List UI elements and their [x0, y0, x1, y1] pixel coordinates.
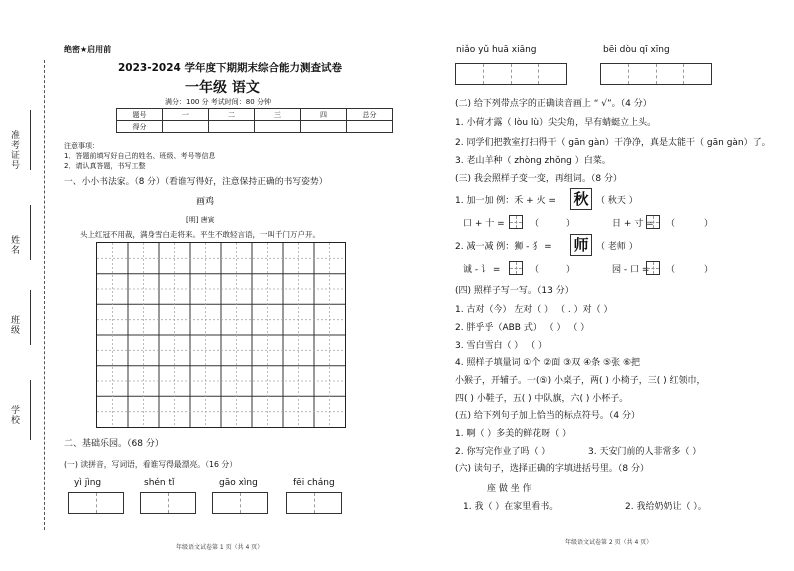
exam-meta: 满分：100 分 考试时间：80 分钟	[165, 98, 271, 106]
fold-line	[44, 60, 45, 530]
question-2-item[interactable]: 3. 老山羊种（ zhòng zhǒng ）白菜。	[455, 156, 611, 166]
page-footer-left: 年级语文试卷第 1 页（共 4 页）	[176, 544, 264, 551]
pinyin-prompt: shén tǐ	[144, 478, 175, 488]
binding-label-name: 姓名	[9, 235, 19, 255]
question-5-item[interactable]: 1. 啊（ ）多美的鲜花呀（ ）	[455, 429, 572, 439]
binding-label-exam-number: 准考证号	[9, 130, 19, 170]
binding-label-class: 班级	[9, 315, 19, 335]
bracket-close: ）	[704, 219, 714, 229]
bracket-close: ）	[566, 219, 576, 229]
answer-box[interactable]	[286, 492, 342, 514]
note-item: 1．答题前填写好自己的姓名、班级、考号等信息	[64, 152, 216, 160]
question-4-heading: (四) 照样子写一写。（13 分）	[455, 286, 574, 296]
notes-title: 注意事项：	[64, 142, 99, 150]
char-answer-box[interactable]	[509, 261, 523, 275]
score-header-cell: 三	[255, 109, 301, 121]
writing-grid-lines	[97, 243, 345, 427]
bracket-close: ）	[704, 265, 714, 275]
question-5-heading: (五) 给下列句子加上恰当的标点符号。（4 分）	[455, 411, 640, 421]
exam-number-field[interactable]	[30, 110, 31, 170]
score-header-cell: 总分	[347, 109, 393, 121]
secret-mark: 绝密★启用前	[64, 45, 112, 54]
score-cell[interactable]	[347, 121, 393, 133]
question-1-heading: (一) 读拼音，写词语，看谁写得最漂亮。（16 分）	[64, 460, 237, 469]
section-1-heading: 一、小小书法家。（8 分）（看谁写得好，注意保持正确的书写姿势）	[64, 177, 328, 187]
subtract-prompt: 园 - 口 =	[612, 265, 650, 275]
pinyin-prompt: yì jìng	[74, 478, 102, 488]
page-footer-right: 年级语文试卷第 2 页（共 4 页）	[565, 539, 653, 546]
question-6-heading: (六) 读句子，选择正确的字填进括号里。（8 分）	[455, 464, 649, 474]
add-prompt: 日 + 寸 =	[612, 219, 654, 229]
measure-word-line[interactable]: 小猴子，开辅子。一(⑤) 小桌子，两( ) 小椅子，三( ) 红领巾，	[455, 376, 706, 386]
score-header-cell: 一	[163, 109, 209, 121]
question-4-item[interactable]: 3. 雪白雪白（ ） （ ）	[455, 341, 548, 351]
school-field[interactable]	[30, 380, 31, 440]
add-prompt: 口 + 十 =	[463, 219, 505, 229]
answer-box[interactable]	[140, 492, 196, 514]
bracket-open: （	[530, 265, 540, 275]
score-header-cell: 二	[209, 109, 255, 121]
question-5-item[interactable]: 2. 你写完作业了吗（ ）	[455, 447, 551, 457]
score-header-cell: 题号	[117, 109, 163, 121]
name-field[interactable]	[30, 205, 31, 260]
answer-box[interactable]	[455, 63, 567, 85]
subtract-prompt: 诚 - 讠 =	[463, 265, 501, 275]
question-4-item[interactable]: 1. 古对（今） 左对（ ） （ . ）对（ ）	[455, 305, 613, 315]
char-answer-box[interactable]	[509, 215, 523, 229]
score-header-cell: 四	[301, 109, 347, 121]
score-table	[116, 108, 393, 133]
measure-word-heading: 4. 照样子填量词 ①个 ②面 ③双 ④条 ⑤张 ⑥把	[455, 358, 641, 368]
example-subtract-label: 2. 减一减 例：狮 - 犭 =	[455, 242, 552, 252]
pinyin-prompt: fēi cháng	[293, 478, 335, 488]
score-cell[interactable]	[255, 121, 301, 133]
bracket-open: （	[530, 219, 540, 229]
question-2-item[interactable]: 1. 小荷才露（ lòu lù）尖尖角，早有蜻蜓立上头。	[455, 118, 657, 128]
bracket-close: ）	[566, 265, 576, 275]
pinyin-prompt: niǎo yǔ huā xiāng	[456, 45, 537, 55]
answer-box[interactable]	[212, 492, 268, 514]
char-answer-box[interactable]	[646, 215, 660, 229]
score-cell[interactable]	[209, 121, 255, 133]
example-word: （ 秋天 ）	[596, 196, 638, 206]
pinyin-prompt: bēi dòu qī xīng	[603, 45, 670, 55]
poem-title: 画鸡	[196, 197, 215, 207]
class-field[interactable]	[30, 290, 31, 345]
question-2-heading: (二) 给下列带点字的正确读音画上 “ √”。（4 分）	[455, 99, 652, 109]
section-2-heading: 二、基础乐园。（68 分）	[64, 439, 164, 449]
example-char-box: 师	[570, 234, 592, 256]
example-add-label: 1. 加一加 例：禾 + 火 =	[455, 196, 556, 206]
subject-title: 一年级 语文	[185, 80, 260, 96]
binding-label-school: 学校	[9, 405, 19, 425]
answer-box[interactable]	[600, 63, 712, 85]
example-char-box: 秋	[570, 188, 592, 210]
question-4-item[interactable]: 2. 胖乎乎（ABB 式） （ ） （ ）	[455, 323, 590, 333]
question-3-heading: (三) 我会照样子变一变，再组词。（8 分）	[455, 174, 622, 184]
question-5-item[interactable]: 3. 天安门前的人非常多（ ）	[588, 447, 702, 457]
bracket-open: （	[666, 265, 676, 275]
binding-margin	[0, 0, 58, 571]
poem-author: [明] 唐寅	[186, 216, 215, 224]
example-word: （ 老师 ）	[596, 242, 638, 252]
score-cell[interactable]	[163, 121, 209, 133]
writing-grid[interactable]	[96, 242, 346, 428]
word-choices: 座 做 坐 作	[487, 484, 532, 494]
question-2-item[interactable]: 2. 同学们把教室打扫得干（ gān gàn）干净净，真是太能干（ gān gàn）了。	[455, 138, 771, 148]
score-cell[interactable]	[301, 121, 347, 133]
measure-word-line[interactable]: 四( ) 小鞋子，五( ) 中队旗，六( ) 小杯子。	[455, 394, 629, 404]
question-6-item[interactable]: 1. 我（ ）在家里看书。	[463, 502, 559, 512]
question-6-item[interactable]: 2. 我给奶奶让（ ）。	[625, 502, 707, 512]
answer-box[interactable]	[68, 492, 124, 514]
exam-title: 2023-2024 学年度下期期末综合能力测查试卷	[118, 62, 342, 74]
poem-text: 头上红冠不用裁，满身雪白走将来。平生不敢轻言语，一叫千门万户开。	[80, 230, 320, 239]
score-row-label: 得分	[117, 121, 163, 133]
bracket-open: （	[666, 219, 676, 229]
note-item: 2．请认真答题，书写工整	[64, 162, 146, 170]
char-answer-box[interactable]	[646, 261, 660, 275]
pinyin-prompt: gāo xìng	[219, 478, 258, 488]
